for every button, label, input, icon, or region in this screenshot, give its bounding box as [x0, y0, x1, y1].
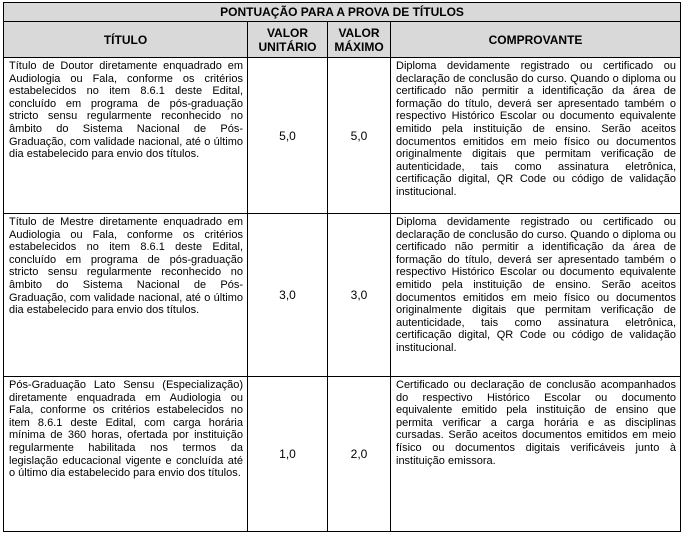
row-especializacao-valor-maximo: 2,0	[328, 377, 391, 532]
row-especializacao-valor-unitario: 1,0	[248, 377, 328, 532]
header-valor-maximo-line1: VALOR	[338, 25, 380, 40]
table-row	[4, 377, 681, 532]
row-mestre-valor-maximo: 3,0	[328, 214, 391, 377]
row-doutor-comprovante: Diploma devidamente registrado ou certificado ou declaração de conclusão do curso. Quando o diploma ou certificado não permitir a identificação da área de formação do título, deverá ser apresentado também o respectivo Histórico Escolar ou documento equivalente emitido pela instituição de ensino. Serão aceitos documentos emitidos em meio físico ou documentos originalmente digitais que permitam verificação de autenticidade, tais como assinatura eletrônica, certificação digital, QR Code ou código de validação institucional.	[391, 58, 681, 214]
row-especializacao-titulo: Pós-Graduação Lato Sensu (Especialização) diretamente enquadrada em Audiologia ou Fala, conforme os critérios estabelecidos no item 8.6.1 deste Edital, com carga horária mínima de 360 horas, ofertada por instituição regularmente habilitada nos termos da legislação educacional vigente e concluída até o último dia estabelecido para envio dos títulos.	[4, 377, 248, 532]
header-valor-unitario-line1: VALOR	[266, 25, 309, 40]
table-header-row	[4, 22, 681, 58]
row-especializacao-comprovante: Certificado ou declaração de conclusão acompanhados do respectivo Histórico Escolar ou documento equivalente emitido pela instituição de ensino que permita verificar a carga horária e as disciplinas cursadas. Serão aceitos documentos emitidos em meio físico ou documentos digitais verificáveis junto à instituição emissora.	[391, 377, 681, 532]
row-mestre-valor-unitario: 3,0	[248, 214, 328, 377]
table-title: PONTUAÇÃO PARA A PROVA DE TÍTULOS	[4, 3, 681, 22]
row-mestre-comprovante: Diploma devidamente registrado ou certificado ou declaração de conclusão do curso. Quando o diploma ou certificado não permitir a identificação da área de formação do título, deverá ser apresentado também o respectivo Histórico Escolar ou documento equivalente emitido pela instituição de ensino. Serão aceitos documentos emitidos em meio físico ou documentos originalmente digitais que permitam verificação de autenticidade, tais como assinatura eletrônica, certificação digital, QR Code ou código de validação institucional.	[391, 214, 681, 377]
header-titulo: TÍTULO	[4, 22, 248, 58]
titles-score-table	[3, 2, 681, 532]
header-comprovante: COMPROVANTE	[391, 22, 681, 58]
header-valor-unitario	[248, 22, 328, 58]
table-row	[4, 58, 681, 214]
row-mestre-titulo: Título de Mestre diretamente enquadrado em Audiologia ou Fala, conforme os critérios estabelecidos no item 8.6.1 deste Edital, concluído em programa de pós-graduação stricto sensu regularmente reconhecido no âmbito do Sistema Nacional de Pós-Graduação, com validade nacional, até o último dia estabelecido para envio dos títulos.	[4, 214, 248, 377]
row-doutor-valor-maximo: 5,0	[328, 58, 391, 214]
row-doutor-valor-unitario: 5,0	[248, 58, 328, 214]
table-row	[4, 214, 681, 377]
table-title-row	[4, 3, 681, 22]
header-valor-maximo	[328, 22, 391, 58]
header-valor-unitario-line2: UNITÁRIO	[258, 39, 317, 54]
header-valor-maximo-line2: MÁXIMO	[334, 39, 384, 54]
row-doutor-titulo: Título de Doutor diretamente enquadrado em Audiologia ou Fala, conforme os critérios estabelecidos no item 8.6.1 deste Edital, concluído em programa de pós-graduação stricto sensu regularmente reconhecido no âmbito do Sistema Nacional de Pós-Graduação, com validade nacional, até o último dia estabelecido para envio dos títulos.	[4, 58, 248, 214]
